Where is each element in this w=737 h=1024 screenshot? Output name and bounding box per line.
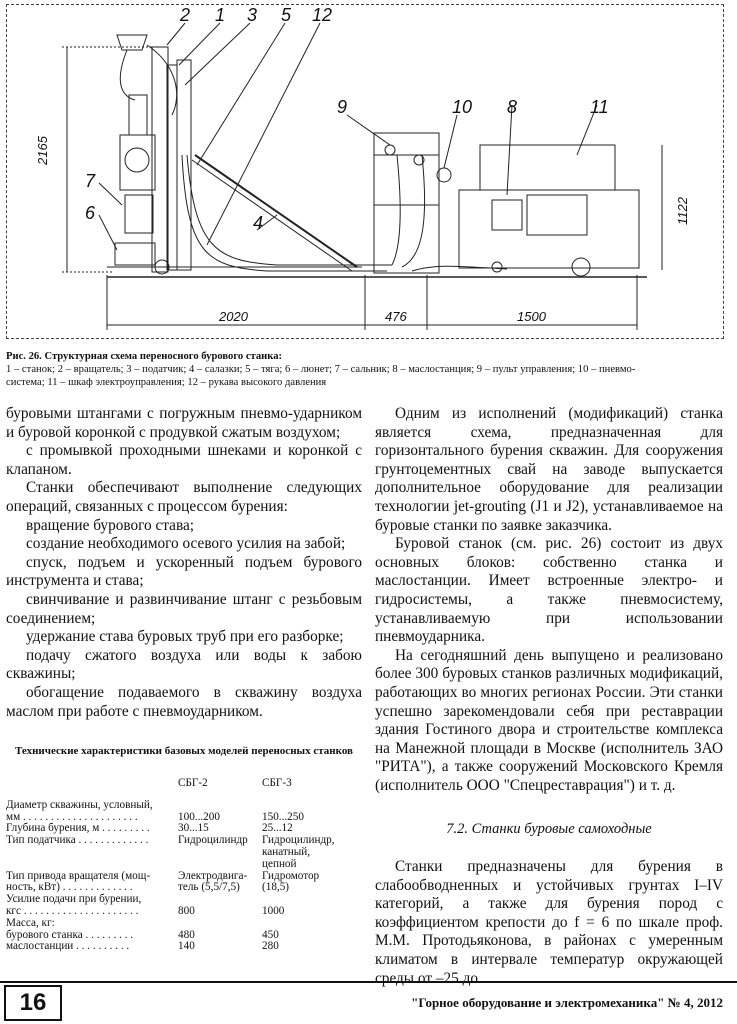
swivel-head: [117, 35, 147, 50]
paragraph: Станки предназначены для бурения в слабообводненных и устойчивых грунтах I–IV категорий, а также для бурения пород с коэффициентом крепости до f = 6 по шкале проф. М.М. Протодьяконова, в районах с умеренным климатом в интервале температур окружающей среды от –25 до: [375, 858, 723, 987]
table-row: ность, кВт) . . . . . . . . . . . . . тель (5,5/7,5) (18,5): [6, 881, 290, 894]
left-column: [6, 405, 362, 721]
table-row: Масса, кг:: [6, 916, 55, 929]
figure-caption: [6, 350, 726, 389]
list-item: создание необходимого осевого усилия на забой;: [26, 535, 346, 553]
rig-mast: [152, 47, 168, 272]
figure-diagram: [6, 4, 724, 339]
list-item: спуск, подъем и ускоренный подъем бурового инструмента и става;: [6, 553, 362, 590]
table-row: маслостанции . . . . . . . . . . 140 280: [6, 940, 279, 953]
paragraph: с промывкой проходными шнеками и коронкой с клапаном.: [6, 442, 362, 478]
oil-pump: [527, 195, 587, 235]
callout-5: 5: [281, 5, 292, 25]
column-header: СБГ-3: [262, 777, 292, 789]
dim-height: 2165: [35, 136, 50, 165]
callout-3: 3: [247, 5, 258, 25]
callout-4: 4: [253, 213, 264, 233]
paragraph: буровыми штангами с погружным пневмо-ударником и буровой коронкой с продувкой сжатым воздухом;: [6, 405, 362, 441]
oil-station-wheel-left: [492, 262, 502, 272]
callout-9: 9: [337, 97, 348, 117]
seal-box: [125, 195, 153, 233]
dim-height-b: 1122: [675, 197, 690, 225]
table-row: канатный,: [262, 845, 311, 858]
table-row: бурового станка . . . . . . . . . 480 450: [6, 928, 279, 941]
hose-3: [392, 155, 400, 265]
paragraph: На сегодняшний день выпущено и реализовано более 300 буровых станков различных модификаций, работающих во многих регионах России. Эти станки успешно зарекомендовали себя при реставрации здания Гостиного двора и строительстве комплекса на Манежной площади в Москве (исполнитель ЗАО "РИТА"), а также сооружений Московского Кремля (исполнитель ООО "Спецреставрация") и т. д.: [375, 646, 723, 794]
dim-width-c: 1500: [517, 309, 546, 324]
right-column: [375, 405, 723, 988]
hose-4: [402, 155, 425, 267]
callout-10: 10: [452, 97, 473, 117]
callout-8: 8: [507, 97, 518, 117]
section-title: 7.2. Станки буровые самоходные: [446, 821, 652, 838]
dim-width-b: 476: [385, 309, 407, 324]
tie-rod-inner: [192, 160, 352, 271]
table-title: Технические характеристики базовых моделей переносных станков: [15, 745, 353, 757]
paragraph: Станки обеспечивают выполнение следующих операций, связанных с процессом бурения:: [6, 479, 362, 515]
list-item: удержание става буровых труб при его разборке;: [26, 628, 344, 646]
motor: [492, 200, 522, 230]
table-row: Усилие подачи при бурении,: [6, 893, 142, 906]
oil-station-wheel-right: [572, 258, 590, 276]
electric-cabinet: [480, 145, 615, 190]
page-number: 16: [4, 985, 62, 1021]
spec-table: [6, 778, 362, 953]
hose-1: [182, 155, 387, 271]
journal-name: "Горное оборудование и электромеханика" № 4, 2012: [411, 995, 723, 1010]
caption-title: Рис. 26. Структурная схема переносного бурового станка:: [6, 351, 283, 362]
list-item: вращение бурового става;: [26, 516, 195, 534]
hose-curve-1: [120, 50, 135, 100]
rotator-wheel: [125, 148, 149, 172]
table-row: мм . . . . . . . . . . . . . . . . . . . . . 100...200 150...250: [6, 810, 304, 823]
hose-curve-2: [147, 45, 177, 115]
caption-line-2: система; 11 – шкаф электроуправления; 12 – рукава высокого давления: [6, 377, 327, 388]
paragraph: Одним из исполнений (модификаций) станка является схема, предназначенная для горизонтального бурения скважин. Для сооружения грунтоцементных свай на заводе выпускается дополнительное оборудование для реализации технологии jet-grouting (J1 и J2), устанавливаемое на буровые станки по заявке заказчика.: [375, 405, 723, 534]
table-row: цепной: [262, 857, 297, 870]
rotator-top: [129, 95, 147, 135]
list-item: свинчивание и развинчивание штанг с резьбовым соединением;: [6, 590, 362, 627]
table-row: Тип податчика . . . . . . . . . . . . . Гидроцилиндр Гидроцилиндр,: [6, 834, 335, 847]
callout-6: 6: [85, 203, 96, 223]
callout-2: 2: [180, 5, 191, 25]
paragraph: Буровой станок (см. рис. 26) состоит из двух основных блоков: собственно станка и маслостанции. Имеет встроенные электро- и гидросистемы, а также пневмосистему, устанавливаемую при использовании пневмоударника.: [375, 535, 723, 646]
callout-1: 1: [215, 5, 226, 25]
feeder-cylinder: [177, 60, 191, 270]
caption-line-1: 1 – станок; 2 – вращатель; 3 – податчик; 4 – салазки; 5 – тяга; 6 – люнет; 7 – сальник; 8 – маслостанция; 9 – пульт управления; 10 – пневмо-: [6, 364, 636, 375]
drilling-rig-drawing: [7, 5, 725, 340]
table-row: Тип привода вращателя (мощ- Электродвига- Гидромотор: [6, 869, 320, 882]
callout-12: 12: [312, 5, 333, 25]
list-item: подачу сжатого воздуха или воды к забою скважины;: [6, 646, 362, 683]
table-row: Глубина бурения, м . . . . . . . . . 30...15 25...12: [6, 822, 293, 835]
gauge-1: [385, 145, 395, 155]
callout-11: 11: [590, 97, 609, 117]
list-item: обогащение подаваемого в скважину воздуха маслом при работе с пневмоударником.: [6, 683, 362, 720]
footer-rule: [0, 981, 737, 983]
lunette: [115, 243, 155, 265]
callout-7: 7: [85, 171, 96, 191]
dim-width-a: 2020: [219, 309, 248, 324]
table-row: Диаметр скважины, условный,: [6, 798, 153, 811]
table-row: кгс . . . . . . . . . . . . . . . . . . . . . 800 1000: [6, 904, 285, 917]
control-panel-frame: [374, 133, 439, 273]
column-header: СБГ-2: [178, 777, 208, 789]
oil-station-base: [459, 190, 639, 268]
table-header: [6, 778, 362, 790]
